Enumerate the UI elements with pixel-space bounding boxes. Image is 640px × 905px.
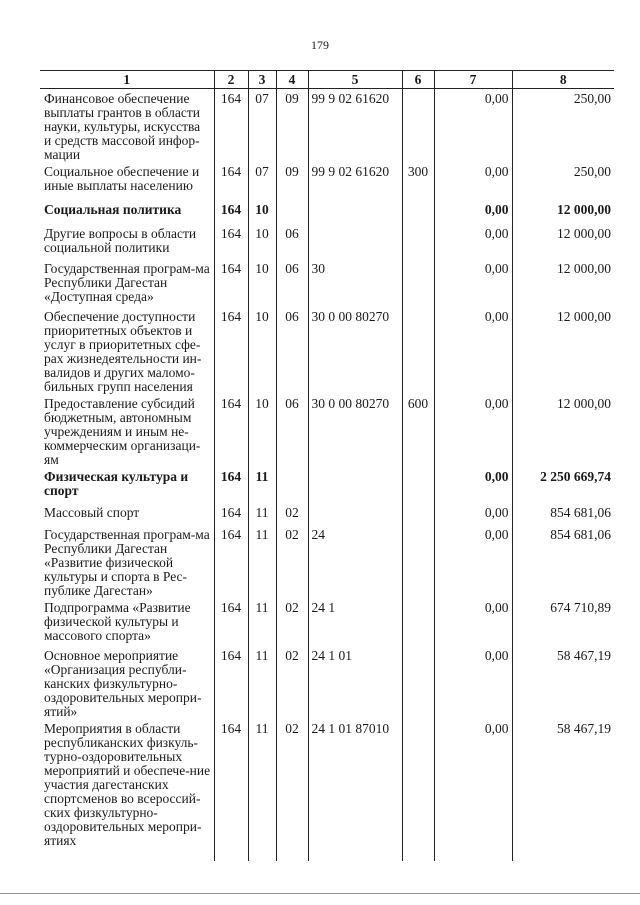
cell-target-article: 24 1 01 — [308, 646, 402, 719]
row-name: Подпрограмма «Развитие физической культуры и массового спорта» — [44, 600, 191, 643]
cell-expense-type — [402, 307, 434, 394]
cell-admin-code: 164 — [214, 467, 248, 503]
cell-section: 07 — [248, 162, 276, 200]
cell-expense-type: 600 — [402, 394, 434, 467]
cell-target-article: 99 9 02 61620 — [308, 89, 402, 163]
cell-section: 11 — [248, 719, 276, 861]
cell-target-article: 24 1 01 87010 — [308, 719, 402, 861]
cell-amount-8: 58 467,19 — [512, 719, 614, 861]
cell-amount-8: 2 250 669,74 — [512, 467, 614, 503]
col-header-3: 3 — [248, 71, 276, 89]
cell-amount-8: 12 000,00 — [512, 200, 614, 224]
cell-amount-8: 58 467,19 — [512, 646, 614, 719]
cell-admin-code: 164 — [214, 646, 248, 719]
col-header-6: 6 — [402, 71, 434, 89]
cell-amount-7: 0,00 — [434, 598, 512, 646]
cell-admin-code: 164 — [214, 394, 248, 467]
cell-admin-code: 164 — [214, 598, 248, 646]
cell-amount-8: 854 681,06 — [512, 503, 614, 525]
cell-amount-8: 674 710,89 — [512, 598, 614, 646]
table-row — [40, 200, 614, 224]
row-name: Финансовое обеспечение выплаты грантов в области науки, культуры, искусства и средств массовой инфор-мации — [44, 91, 201, 162]
cell-target-article — [308, 503, 402, 525]
cell-subsection: 02 — [276, 646, 308, 719]
cell-amount-7: 0,00 — [434, 307, 512, 394]
cell-admin-code: 164 — [214, 162, 248, 200]
row-name: Массовый спорт — [44, 505, 140, 520]
table-row — [40, 394, 614, 467]
cell-target-article — [308, 467, 402, 503]
cell-amount-7: 0,00 — [434, 525, 512, 598]
cell-section: 11 — [248, 467, 276, 503]
cell-subsection: 06 — [276, 259, 308, 307]
cell-subsection: 06 — [276, 394, 308, 467]
cell-amount-8: 12 000,00 — [512, 224, 614, 259]
col-header-2: 2 — [214, 71, 248, 89]
cell-subsection: 09 — [276, 162, 308, 200]
cell-amount-7: 0,00 — [434, 719, 512, 861]
cell-section: 11 — [248, 646, 276, 719]
cell-amount-7: 0,00 — [434, 503, 512, 525]
cell-admin-code: 164 — [214, 503, 248, 525]
cell-expense-type — [402, 503, 434, 525]
cell-target-article: 99 9 02 61620 — [308, 162, 402, 200]
cell-section: 07 — [248, 89, 276, 163]
col-header-5: 5 — [308, 71, 402, 89]
cell-amount-8: 250,00 — [512, 89, 614, 163]
row-name: Другие вопросы в области социальной политики — [44, 226, 197, 255]
col-header-4: 4 — [276, 71, 308, 89]
cell-expense-type — [402, 598, 434, 646]
cell-expense-type — [402, 525, 434, 598]
budget-table — [40, 70, 614, 861]
row-name: Обеспечение доступности приоритетных объектов и услуг в приоритетных сфе-рах жизнедеятельности ин-валидов и других маломо-бильных групп населения — [44, 309, 202, 394]
cell-expense-type — [402, 719, 434, 861]
cell-section: 10 — [248, 224, 276, 259]
cell-amount-7: 0,00 — [434, 89, 512, 163]
cell-section: 11 — [248, 525, 276, 598]
cell-expense-type — [402, 646, 434, 719]
cell-subsection: 02 — [276, 598, 308, 646]
row-name: Предоставление субсидий бюджетным, автономным учреждениям и иным не-коммерческим организаци-ям — [44, 396, 201, 467]
row-name: Основное мероприятие «Организация республи-канских физкультурно-оздоровительных меропри-ятий» — [44, 648, 202, 719]
cell-subsection: 02 — [276, 525, 308, 598]
row-name: Государственная програм-ма Республики Дагестан «Развитие физической культуры и спорта в Рес-публике Дагестан» — [44, 527, 210, 598]
row-name: Государственная програм-ма Республики Дагестан «Доступная среда» — [44, 261, 210, 304]
cell-amount-7: 0,00 — [434, 200, 512, 224]
cell-section: 10 — [248, 307, 276, 394]
cell-amount-7: 0,00 — [434, 394, 512, 467]
cell-amount-7: 0,00 — [434, 224, 512, 259]
cell-expense-type — [402, 89, 434, 163]
cell-admin-code: 164 — [214, 307, 248, 394]
cell-expense-type: 300 — [402, 162, 434, 200]
table-row — [40, 646, 614, 719]
cell-expense-type — [402, 224, 434, 259]
page-number: 179 — [311, 38, 329, 52]
cell-amount-7: 0,00 — [434, 259, 512, 307]
cell-target-article: 30 — [308, 259, 402, 307]
cell-target-article — [308, 224, 402, 259]
cell-target-article: 30 0 00 80270 — [308, 307, 402, 394]
cell-amount-7: 0,00 — [434, 162, 512, 200]
table-row — [40, 503, 614, 525]
col-header-8: 8 — [512, 71, 614, 89]
cell-amount-7: 0,00 — [434, 646, 512, 719]
cell-section: 11 — [248, 598, 276, 646]
row-name: Социальная политика — [44, 202, 182, 217]
table-row — [40, 598, 614, 646]
cell-subsection — [276, 200, 308, 224]
header-row — [40, 71, 614, 89]
row-name: Социальное обеспечение и иные выплаты населению — [44, 164, 200, 193]
table-row — [40, 162, 614, 200]
cell-expense-type — [402, 259, 434, 307]
cell-amount-7: 0,00 — [434, 467, 512, 503]
cell-amount-8: 854 681,06 — [512, 525, 614, 598]
cell-amount-8: 12 000,00 — [512, 259, 614, 307]
table-row — [40, 224, 614, 259]
cell-expense-type — [402, 200, 434, 224]
cell-section: 10 — [248, 200, 276, 224]
table-row — [40, 307, 614, 394]
cell-admin-code: 164 — [214, 259, 248, 307]
table-row — [40, 467, 614, 503]
cell-target-article — [308, 200, 402, 224]
col-header-1: 1 — [40, 71, 214, 89]
table-row — [40, 89, 614, 163]
cell-subsection: 06 — [276, 307, 308, 394]
table-row — [40, 525, 614, 598]
cell-subsection: 02 — [276, 503, 308, 525]
table-row — [40, 259, 614, 307]
col-header-7: 7 — [434, 71, 512, 89]
cell-section: 11 — [248, 503, 276, 525]
row-name: Мероприятия в области республиканских физкуль-турно-оздоровительных мероприятий и обеспече-ние участия дагестанских спортсменов во всероссий-ских физкультурно-оздоровительных меропри-ятиях — [44, 721, 211, 848]
cell-admin-code: 164 — [214, 89, 248, 163]
cell-amount-8: 250,00 — [512, 162, 614, 200]
cell-admin-code: 164 — [214, 224, 248, 259]
cell-admin-code: 164 — [214, 719, 248, 861]
cell-amount-8: 12 000,00 — [512, 394, 614, 467]
cell-subsection: 09 — [276, 89, 308, 163]
cell-section: 10 — [248, 394, 276, 467]
cell-subsection: 06 — [276, 224, 308, 259]
cell-subsection — [276, 467, 308, 503]
cell-target-article: 30 0 00 80270 — [308, 394, 402, 467]
cell-target-article: 24 — [308, 525, 402, 598]
table-row — [40, 719, 614, 861]
cell-admin-code: 164 — [214, 525, 248, 598]
cell-admin-code: 164 — [214, 200, 248, 224]
row-name: Физическая культура и спорт — [44, 469, 189, 498]
cell-expense-type — [402, 467, 434, 503]
page-bottom-edge — [0, 893, 640, 894]
cell-target-article: 24 1 — [308, 598, 402, 646]
cell-amount-8: 12 000,00 — [512, 307, 614, 394]
cell-subsection: 02 — [276, 719, 308, 861]
cell-section: 10 — [248, 259, 276, 307]
